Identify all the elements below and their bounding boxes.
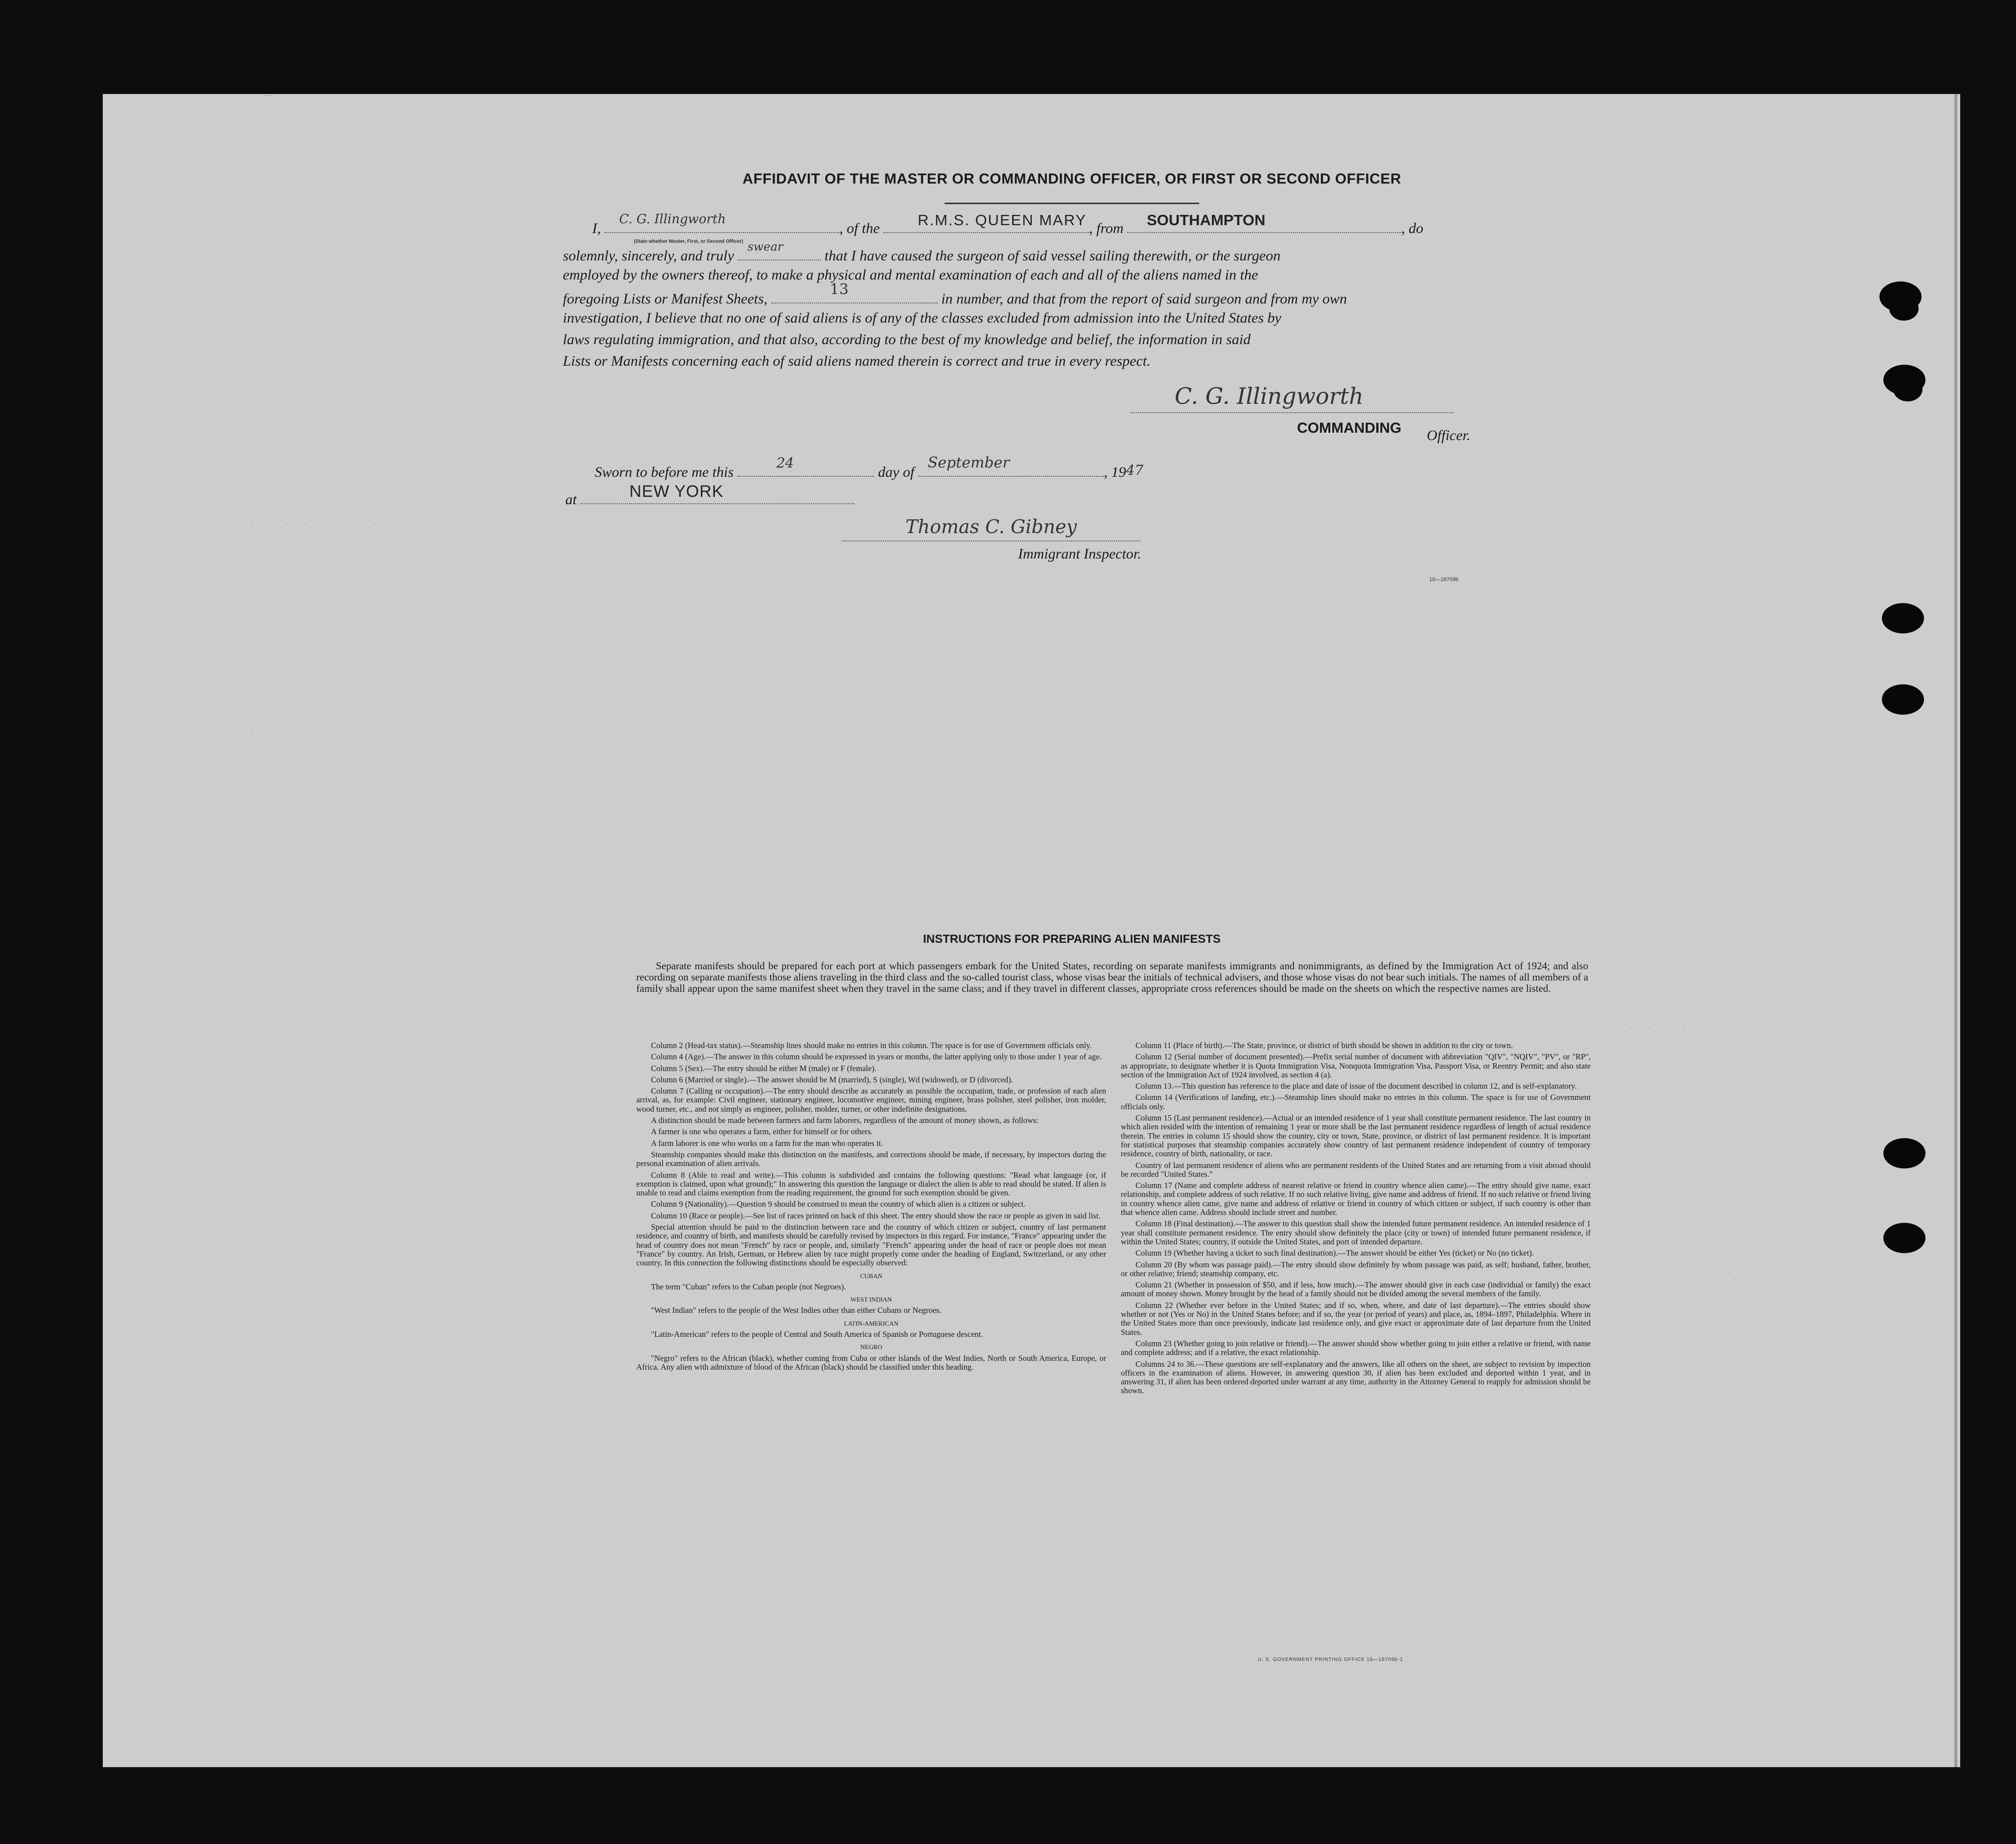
instruction-paragraph: Special attention should be paid to the distinction between race and the country of which citizen or subject, country of last permanent residence, and country of birth, and manifests should be carefully revised by inspectors in this regard. For instance, "France" appearing under the head of country does not mean "French" by race or people, and, similarly "French" appearing under the head of race or people does not mean "France" by country. An Irish, German, or Hebrew alien by race might properly come under the heading of England, Switzerland, or any other country. In this connection the following distinctions should be especially observed: — [636, 1222, 1106, 1268]
instruction-paragraph: "Negro" refers to the African (black), whether coming from Cuba or other islands of the West Indies, North or South America, Europe, or Africa. Any alien with admixture of blood of the African (black) should be classified under this heading. — [636, 1353, 1106, 1372]
affidavit-line-3: employed by the owners thereof, to make a physical and mental examination of each and all of the aliens named in the — [563, 267, 1258, 283]
instructions-right-column — [1121, 1041, 1591, 1398]
place-stamp: NEW YORK — [629, 482, 724, 501]
port-field — [1127, 211, 1401, 233]
page-edge — [1954, 94, 1957, 1767]
bleed-through-text: · · · · · · · · · · · · · · — [250, 584, 369, 592]
punch-hole — [1889, 296, 1919, 321]
affidavit-title: AFFIDAVIT OF THE MASTER OR COMMANDING OFFICER, OR FIRST OR SECOND OFFICER — [742, 171, 1401, 187]
instruction-paragraph: The term "Cuban" refers to the Cuban people (not Negroes). — [651, 1282, 846, 1291]
instruction-paragraph: A farmer is one who operates a farm, either for himself or for others. — [651, 1127, 873, 1137]
month-field — [918, 454, 1104, 477]
affidavit-line-1 — [592, 211, 1424, 239]
affidavit-line-6: laws regulating immigration, and that also, according to the best of my knowledge and belief, the information in said — [563, 331, 1251, 348]
subheading-latin-american: LATIN-AMERICAN — [844, 1319, 899, 1327]
instruction-paragraph: Column 18 (Final destination).—The answer to this question shall show the intended future permanent residence. An intended residence of 1 year shall constitute permanent residence. The entry should show definitely the place (city or town) of intended future permanent residence, if within the United States; country, if outside the United States, and port of intended departure. — [1121, 1219, 1591, 1246]
ship-field — [883, 211, 1089, 233]
punch-hole — [1893, 377, 1923, 401]
manifest-sheet — [103, 91, 1960, 1767]
text: solemnly, sincerely, and truly — [563, 248, 734, 264]
instruction-paragraph: "Latin-American" refers to the people of Central and South America of Spanish or Portuguese descent. — [651, 1330, 983, 1339]
text: at — [565, 491, 577, 508]
sworn-line — [595, 454, 1144, 483]
text: , 19 — [1104, 464, 1126, 480]
day-field — [737, 455, 874, 477]
instruction-paragraph: "West Indian" refers to the people of the West Indies other than either Cubans or Negroes. — [651, 1306, 942, 1315]
instruction-paragraph: Column 11 (Place of birth).—The State, province, or district of birth should be shown in addition to the city or town. — [1135, 1041, 1513, 1050]
swear-field — [738, 240, 821, 260]
text: foregoing Lists or Manifest Sheets, — [563, 291, 768, 307]
subheading-negro: NEGRO — [860, 1343, 882, 1351]
instruction-paragraph: Column 12 (Serial number of document presented).—Prefix serial number of document with abbreviation "QIV", "NQIV", "PV", or "RP", as appropriate, to designate whether it is Quota Immigration Visa, Nonquota Immigration Visa, Passport Visa, or Reentry Permit; and also state section of the Immigration Act of 1924 involved, as section 4 (a). — [1121, 1052, 1591, 1079]
instruction-paragraph: Column 13.—This question has reference to the place and date of issue of the document described in column 12, and is self-explanatory. — [1135, 1081, 1577, 1091]
master-note: (State whether Master, First, or Second Officer) — [634, 239, 743, 244]
instruction-paragraph: Column 6 (Married or single).—The answer should be M (married), S (single), Wd (widowed), or D (divorced). — [651, 1074, 1013, 1084]
instructions-title: INSTRUCTIONS FOR PREPARING ALIEN MANIFESTS — [923, 933, 1221, 946]
text-from: , from — [1089, 220, 1124, 236]
instruction-paragraph: Column 7 (Calling or occupation).—The entry should describe as accurately as possible the occupation, trade, or profession of each alien arrival, as, for example: Civil engineer, stationary engineer, locomotive engineer, mining engineer, brass polisher, steel polisher, iron molder, wood turner, etc., and not simply as engineer, polisher, molder, turner, or other indefinite designations. — [636, 1086, 1106, 1114]
month-handwriting: September — [927, 454, 1010, 471]
punch-hole — [1882, 603, 1924, 633]
instruction-paragraph: Column 8 (Able to read and write).—This column is subdivided and contains the following questions: "Read what language (or, if exemption is claimed, upon what ground);" In answering this question the language or dialect the alien is able to read should be stated. If alien is unable to read and claims exemption from the reading requirement, the ground for such exemption should be given. — [636, 1170, 1106, 1198]
ship-stamp: R.M.S. QUEEN MARY — [918, 211, 1087, 229]
text: day of — [878, 464, 915, 480]
instruction-paragraph: Column 22 (Whether ever before in the United States; and if so, when, where, and date of last departure).—The entries should show whether or not (Yes or No) in the United States before; and if so, the year (or period of years) and place, as, 1894–1897, Philadelphia. Where in the United States more than once previously, indicate last residence only, and give exact or approximate date of last departure from the United States. — [1121, 1300, 1591, 1337]
form-number: 10—18709b — [1429, 577, 1459, 583]
text-of-the: , of the — [839, 220, 880, 236]
punch-hole — [1883, 1138, 1925, 1168]
instruction-paragraph: Steamship companies should make this distinction on the manifests, and corrections should be made, if necessary, by inspectors during the personal examination of alien arrivals. — [636, 1149, 1106, 1168]
text-i: I, — [592, 220, 601, 236]
text: Sworn to before me this — [595, 464, 734, 480]
bleed-through-text: · · · · · · · · · · — [1620, 1024, 1704, 1032]
instruction-paragraph: A distinction should be made between farmers and farm laborers, regardless of the amount of money shown, as follows: — [651, 1116, 1039, 1125]
instruction-paragraph: Column 19 (Whether having a ticket to such final destination).—The answer should be either Yes (ticket) or No (no ticket). — [1135, 1248, 1534, 1258]
signer-field — [604, 212, 839, 233]
corner-mark: — · — [264, 91, 276, 99]
instruction-paragraph: Column 14 (Verifications of landing, etc.).—Steamship lines should make no entries in this column. The space is for use of Government officials only. — [1121, 1093, 1591, 1111]
sheets-handwriting: 13 — [830, 281, 849, 298]
master-signature-line — [1131, 378, 1454, 413]
inspector-signature-line — [842, 500, 1140, 541]
affidavit-line-7: Lists or Manifests concerning each of said aliens named therein is correct and true in every respect. — [563, 353, 1151, 369]
instruction-paragraph: A farm laborer is one who works on a farm for the man who operates it. — [651, 1138, 883, 1148]
text: in number, and that from the report of said surgeon and from my own — [941, 291, 1347, 307]
instruction-paragraph: Column 23 (Whether going to join relative or friend).—The answer should show whether going to join either a relative or friend, with name and complete address; and if a relative, the exact relationship. — [1121, 1338, 1591, 1357]
bleed-through-text: · · · · · · · · · · · · · · · — [250, 520, 378, 528]
affidavit-line-5: investigation, I believe that no one of said aliens is of any of the classes excluded from admission into the United States by — [563, 310, 1281, 326]
instructions-intro: Separate manifests should be prepared for each port at which passengers embark for the United States, recording on separate manifests immigrants and nonimmigrants, as defined by the Immigration Act of 1924; and also recording on separate manifests those aliens traveling in the third class and the so-called tourist class, whose visas bear the initials of technical advisers, and those whose visas do not bear such initials. The names of all members of a family shall appear upon the same manifest sheet when they travel in the same class; and if they travel in different classes, appropriate cross references should be made on the sheets on which the respective names are listed. — [636, 960, 1588, 994]
title-rule — [945, 203, 1199, 204]
text: that I have caused the surgeon of said vessel sailing therewith, or the surgeon — [824, 248, 1281, 264]
instruction-paragraph: Column 21 (Whether in possession of $50, and if less, how much).—The answer should give in each case (individual or family) the exact amount of money shown. Money brought by the head of a family should not be divided among the several members of the family. — [1121, 1280, 1591, 1299]
instruction-paragraph: Column 2 (Head-tax status).—Steamship lines should make no entries in this column. The space is for use of Government officials only. — [651, 1041, 1092, 1050]
instruction-paragraph: Column 15 (Last permanent residence).—Actual or an intended residence of 1 year shall constitute permanent residence. The last country in which alien resided with the intention of remaining 1 year or more shall be the last permanent residence regardless of length of actual residence therein. The entries in column 15 should show the country, city or town, State, province, or district of last permanent residence. It is important for statistical purposes that steamship companies accurately show country of last permanent residence independent of country of temporary residence, country of birth, nationality, or race. — [1121, 1113, 1591, 1159]
inspector-title: Immigrant Inspector. — [1018, 546, 1141, 562]
instructions-left-column — [636, 1041, 1106, 1374]
instruction-paragraph: Columns 24 to 36.—These questions are self-explanatory and the answers, like all others on the sheet, are subject to revision by inspection officers in the examination of aliens. However, in answering question 30, if alien has been excluded and deported within 1 year, and in answering 31, if alien has been ordered deported under warrant at any time, authority in the Attorney General to reapply for admission should be shown. — [1121, 1359, 1591, 1396]
instruction-paragraph: Column 17 (Name and complete address of nearest relative or friend in country whence alien came).—The entry should give name, exact relationship, and complete address of such relative. If no such relative living, give name and address of friend. If no such relative or friend living in country whence alien came, give name and address of relative or friend in country of which citizen or subject, if such country is other than that whence alien came. Address should include street and number. — [1121, 1181, 1591, 1217]
instruction-paragraph: Column 4 (Age).—The answer in this column should be expressed in years or months, the latter applying only to those under 1 year of age. — [651, 1052, 1102, 1062]
master-signature: C. G. Illingworth — [1175, 383, 1364, 409]
instruction-paragraph: Column 20 (By whom was passage paid).—The entry should show definitely by whom passage was paid, as self; husband, father, brother, or other relative; friend; steamship company, etc. — [1121, 1260, 1591, 1278]
day-handwriting: 24 — [776, 455, 794, 471]
instruction-paragraph: Column 10 (Race or people).—See list of races printed on back of this sheet. The entry should show the race or people as given in said list. — [651, 1211, 1101, 1220]
text-do: , do — [1401, 220, 1424, 236]
instruction-paragraph: Column 9 (Nationality).—Question 9 should be construed to mean the country of which alien is a citizen or subject. — [651, 1199, 1026, 1209]
swear-handwriting: swear — [747, 240, 784, 254]
officer-label: Officer. — [1427, 427, 1471, 443]
instruction-paragraph: Country of last permanent residence of aliens who are permanent residents of the United States and are returning from a visit abroad should be recorded "United States." — [1121, 1160, 1591, 1179]
bleed-through-text: · · · · · · · · · · · · · · · · — [250, 730, 387, 739]
instruction-paragraph: Column 5 (Sex).—The entry should be either M (male) or F (female). — [651, 1063, 877, 1073]
inspector-signature: Thomas C. Gibney — [905, 516, 1077, 537]
bleed-through-text: · · · · · · · · — [1718, 1269, 1784, 1277]
port-stamp: SOUTHAMPTON — [1147, 211, 1266, 229]
signer-handwriting: C. G. Illingworth — [619, 212, 726, 227]
sheets-field — [771, 281, 938, 303]
punch-hole — [1882, 684, 1924, 715]
punch-hole — [1883, 1223, 1925, 1253]
place-field — [580, 484, 855, 504]
rank-stamp: COMMANDING — [1297, 420, 1402, 436]
at-line — [565, 484, 855, 511]
affidavit-line-4 — [563, 281, 1347, 310]
printing-office-footer: U. S. GOVERNMENT PRINTING OFFICE 16—18709b-1 — [1258, 1657, 1403, 1662]
subheading-west-indian: WEST INDIAN — [850, 1296, 892, 1304]
year-handwriting: 47 — [1126, 462, 1144, 478]
subheading-cuban: CUBAN — [860, 1272, 882, 1280]
